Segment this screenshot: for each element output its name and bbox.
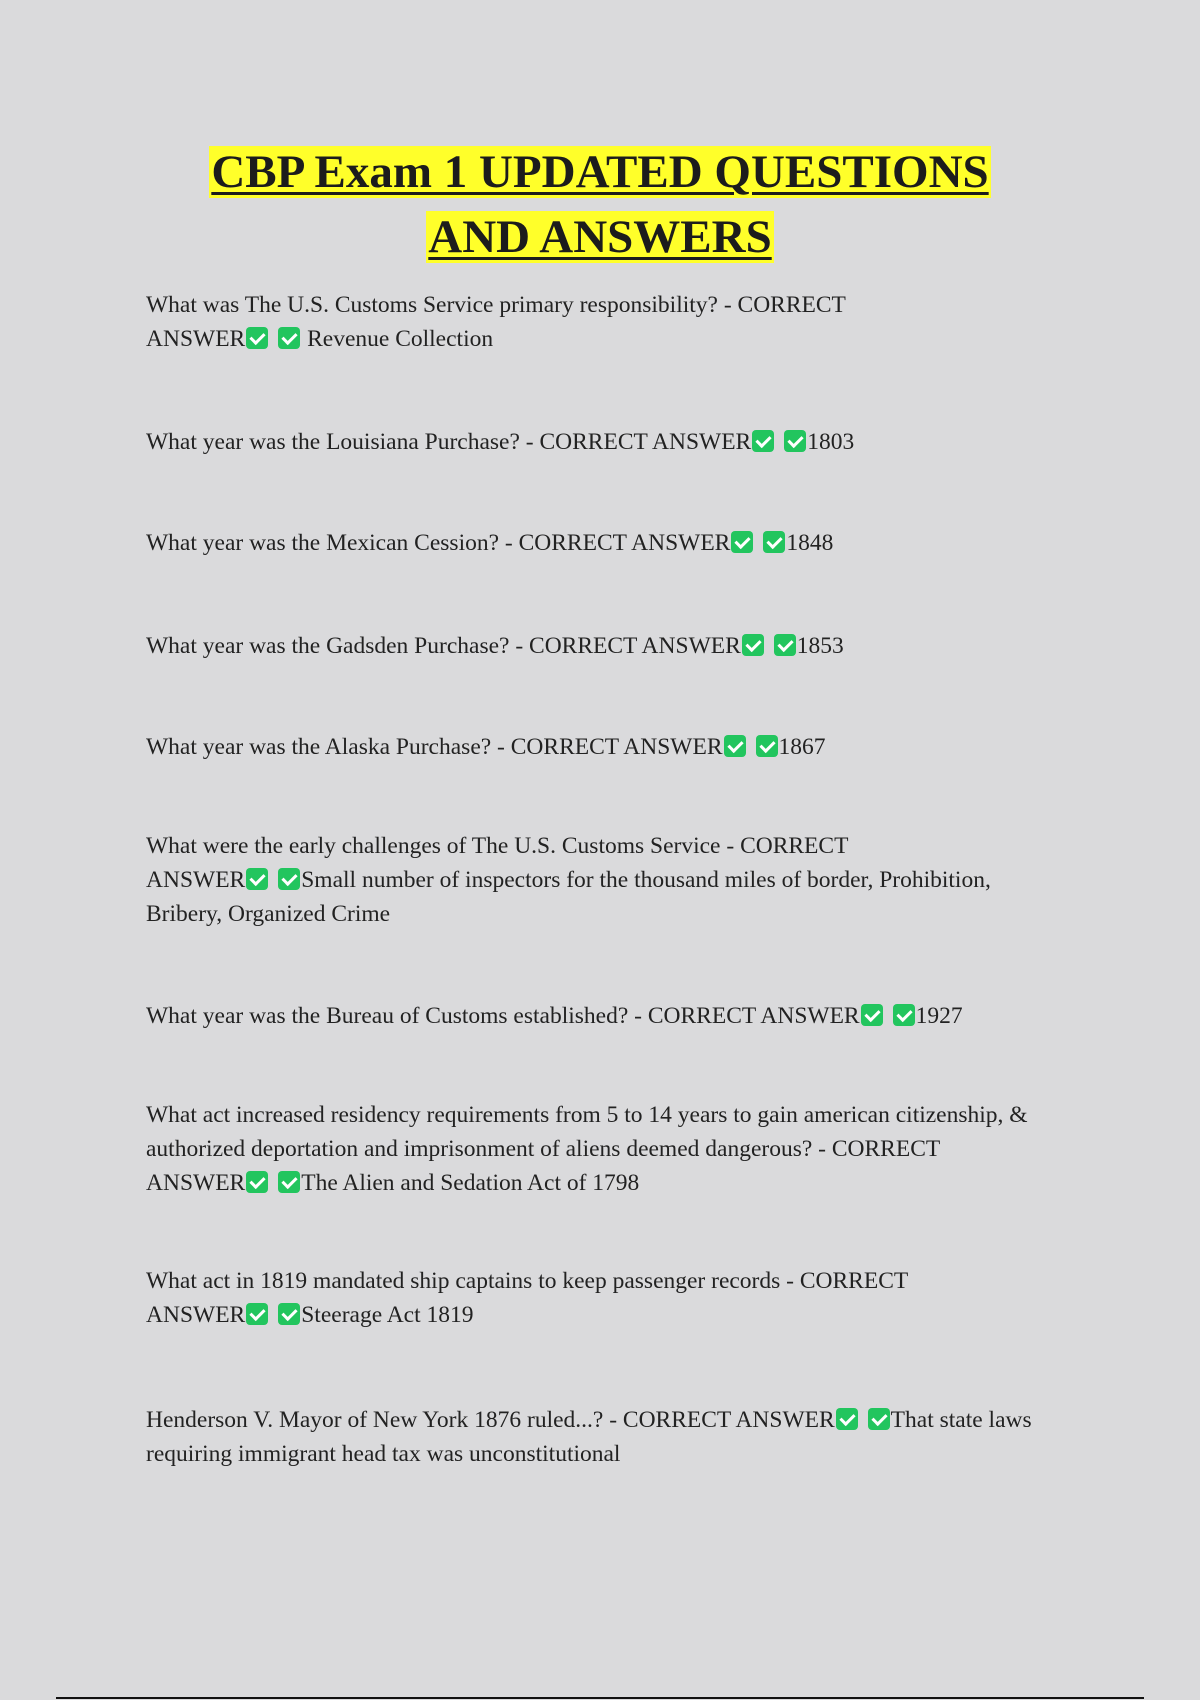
check-mark-icon [246, 868, 268, 890]
document-title [0, 140, 1200, 270]
check-mark-icon [756, 735, 778, 757]
answer-text: That state laws requiring immigrant head tax was unconstitutional [146, 1407, 1032, 1467]
question-text: What year was the Mexican Cession? - CORRECT ANSWER [146, 530, 731, 556]
check-mark-icon [278, 327, 300, 349]
answer-text: 1927 [915, 1003, 963, 1029]
question-text: What act in 1819 mandated ship captains to keep passenger records - CORRECT [146, 1268, 909, 1294]
question-text: What was The U.S. Customs Service primary responsibility? - CORRECT [146, 292, 846, 318]
check-mark-icon [246, 1303, 268, 1325]
answer-text: 1848 [786, 530, 834, 556]
qa-item-4 [146, 629, 1066, 663]
qa-item-6 [146, 829, 1066, 931]
answer-prefix: ANSWER [146, 1302, 246, 1328]
answer-text: 1803 [807, 429, 855, 455]
check-mark-icon [752, 430, 774, 452]
check-mark-icon [774, 634, 796, 656]
question-text: What year was the Gadsden Purchase? - CORRECT ANSWER [146, 633, 741, 659]
question-text: What year was the Alaska Purchase? - CORRECT ANSWER [146, 734, 723, 760]
qa-item-9 [146, 1264, 1066, 1332]
answer-prefix: ANSWER [146, 867, 246, 893]
check-mark-icon [278, 1171, 300, 1193]
title-line-1: CBP Exam 1 UPDATED QUESTIONS [211, 146, 989, 198]
answer-text: 1867 [778, 734, 826, 760]
check-mark-icon [724, 735, 746, 757]
check-mark-icon [731, 531, 753, 553]
answer-text: Small number of inspectors for the thousand miles of border, Prohibition, Bribery, Organized Crime [146, 867, 991, 927]
answer-text: Steerage Act 1819 [301, 1302, 474, 1328]
question-text: What year was the Bureau of Customs established? - CORRECT ANSWER [146, 1003, 860, 1029]
qa-item-5 [146, 730, 1066, 764]
question-text: What year was the Louisiana Purchase? - CORRECT ANSWER [146, 429, 752, 455]
check-mark-icon [893, 1004, 915, 1026]
qa-item-1 [146, 288, 1066, 356]
qa-item-7 [146, 999, 1066, 1033]
check-mark-icon [278, 868, 300, 890]
answer-prefix: ANSWER [146, 1170, 246, 1196]
check-mark-icon [742, 634, 764, 656]
check-mark-icon [246, 327, 268, 349]
answer-prefix: ANSWER [146, 326, 246, 352]
check-mark-icon [784, 430, 806, 452]
check-mark-icon [868, 1408, 890, 1430]
check-mark-icon [861, 1004, 883, 1026]
answer-text: 1853 [796, 633, 844, 659]
question-text: Henderson V. Mayor of New York 1876 ruled...? - CORRECT ANSWER [146, 1407, 835, 1433]
qa-item-10 [146, 1403, 1066, 1471]
question-text: What act increased residency requirements from 5 to 14 years to gain american citizenship, & authorized deportation and imprisonment of aliens deemed dangerous? - CORRECT [146, 1102, 1028, 1162]
question-text: What were the early challenges of The U.S. Customs Service - CORRECT [146, 833, 849, 859]
qa-item-2 [146, 425, 1066, 459]
qa-item-8 [146, 1098, 1066, 1200]
page-bottom-rule [56, 1697, 1144, 1699]
qa-item-3 [146, 526, 1066, 560]
check-mark-icon [763, 531, 785, 553]
answer-text: Revenue Collection [307, 326, 494, 352]
check-mark-icon [836, 1408, 858, 1430]
title-line-2: AND ANSWERS [428, 211, 772, 263]
answer-text: The Alien and Sedation Act of 1798 [301, 1170, 640, 1196]
check-mark-icon [278, 1303, 300, 1325]
check-mark-icon [246, 1171, 268, 1193]
